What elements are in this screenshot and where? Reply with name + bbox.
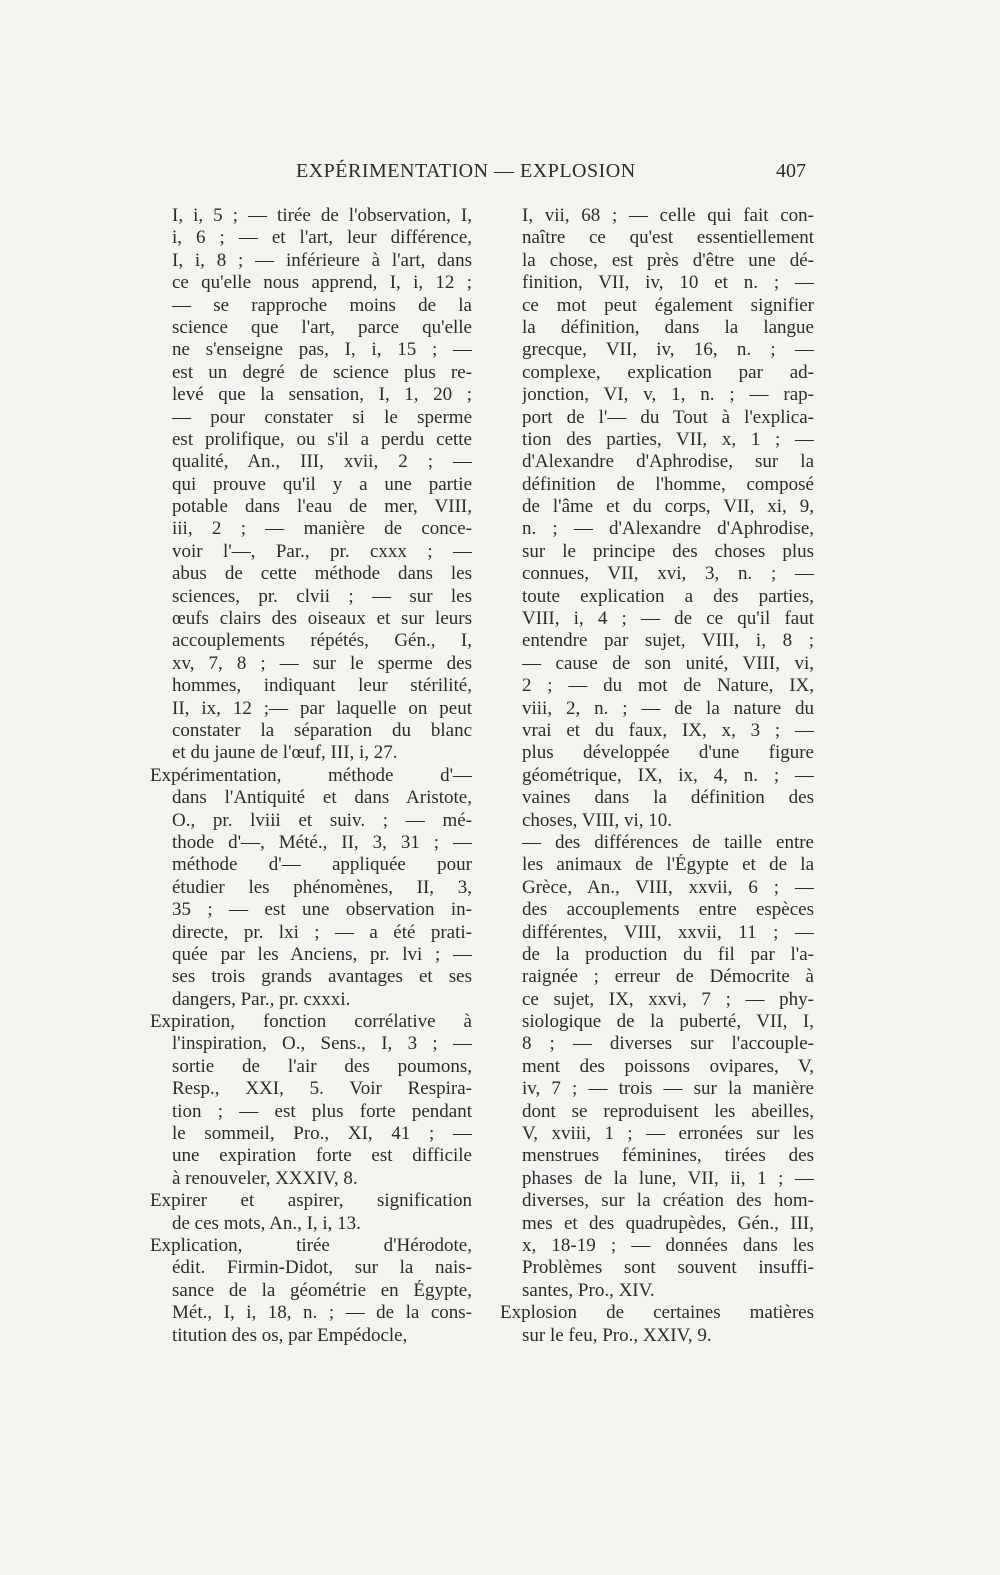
text-line: constater la séparation du blanc bbox=[172, 719, 472, 741]
text-line: ses trois grands avantages et ses bbox=[172, 966, 472, 988]
text-line: 35 ; — est une observation in- bbox=[172, 899, 472, 921]
text-line: la chose, est près d'être une dé- bbox=[522, 249, 814, 271]
text-line: une expiration forte est difficile bbox=[172, 1145, 472, 1167]
text-line: finition, VII, iv, 10 et n. ; — bbox=[522, 272, 814, 294]
text-line: ment des poissons ovipares, V, bbox=[522, 1055, 814, 1077]
text-line: d'Alexandre d'Aphrodise, sur la bbox=[522, 451, 814, 473]
text-line: ce mot peut également signifier bbox=[522, 294, 814, 316]
left-column bbox=[150, 205, 472, 1347]
text-line: dangers, Par., pr. cxxxi. bbox=[172, 988, 351, 1010]
running-header bbox=[0, 160, 1000, 190]
text-line: de ces mots, An., I, i, 13. bbox=[172, 1212, 361, 1234]
text-line: différentes, VIII, xxvii, 11 ; — bbox=[522, 921, 814, 943]
text-line: sur le principe des choses plus bbox=[522, 540, 814, 562]
text-line: dont se reproduisent les abeilles, bbox=[522, 1100, 814, 1122]
text-line: diverses, sur la création des hom- bbox=[522, 1190, 814, 1212]
text-line: Grèce, An., VIII, xxvii, 6 ; — bbox=[522, 876, 814, 898]
text-line: édit. Firmin-Didot, sur la nais- bbox=[172, 1257, 472, 1279]
text-line: I, vii, 68 ; — celle qui fait con- bbox=[522, 205, 814, 226]
text-line: ne s'enseigne pas, I, i, 15 ; — bbox=[172, 339, 472, 361]
page-number: 407 bbox=[776, 160, 806, 182]
text-line: phases de la lune, VII, ii, 1 ; — bbox=[522, 1167, 814, 1189]
text-line: est un degré de science plus re- bbox=[172, 361, 472, 383]
text-line: siologique de la puberté, VII, I, bbox=[522, 1011, 814, 1033]
text-line: vrai et du faux, IX, x, 3 ; — bbox=[522, 719, 814, 741]
text-line: voir l'—, Par., pr. cxxx ; — bbox=[172, 540, 472, 562]
text-line: dans l'Antiquité et dans Aristote, bbox=[172, 787, 472, 809]
text-line: — des différences de taille entre bbox=[522, 831, 814, 853]
text-line: n. ; — d'Alexandre d'Aphrodise, bbox=[522, 518, 814, 540]
text-line: iii, 2 ; — manière de conce- bbox=[172, 518, 472, 540]
text-line: sortie de l'air des poumons, bbox=[172, 1055, 472, 1077]
text-line: V, xviii, 1 ; — erronées sur les bbox=[522, 1123, 814, 1145]
text-line: Resp., XXI, 5. Voir Respira- bbox=[172, 1078, 472, 1100]
text-line: entendre par sujet, VIII, i, 8 ; bbox=[522, 630, 814, 652]
text-line: hommes, indiquant leur stérilité, bbox=[172, 675, 472, 697]
text-line: santes, Pro., XIV. bbox=[522, 1279, 655, 1301]
text-line: I, i, 8 ; — inférieure à l'art, dans bbox=[172, 249, 472, 271]
text-line: connues, VII, xvi, 3, n. ; — bbox=[522, 563, 814, 585]
text-line: les animaux de l'Égypte et de la bbox=[522, 854, 814, 876]
text-line: sance de la géométrie en Égypte, bbox=[172, 1279, 472, 1301]
text-line: port de l'— du Tout à l'explica- bbox=[522, 406, 814, 428]
text-line: choses, VIII, vi, 10. bbox=[522, 809, 673, 831]
text-line: des accouplements entre espèces bbox=[522, 899, 814, 921]
text-line: tion des parties, VII, x, 1 ; — bbox=[522, 428, 814, 450]
text-line: ce sujet, IX, xxvi, 7 ; — phy- bbox=[522, 988, 814, 1010]
text-line: vaines dans la définition des bbox=[522, 787, 814, 809]
text-line: science que l'art, parce qu'elle bbox=[172, 316, 472, 338]
text-line: titution des os, par Empédocle, bbox=[172, 1324, 408, 1346]
text-line: directe, pr. lxi ; — a été prati- bbox=[172, 921, 472, 943]
text-line: à renouveler, XXXIV, 8. bbox=[172, 1167, 358, 1189]
text-line: naître ce qu'est essentiellement bbox=[522, 227, 814, 249]
text-line: Expirer et aspirer, signification bbox=[150, 1190, 472, 1212]
text-line: œufs clairs des oiseaux et sur leurs bbox=[172, 608, 472, 630]
text-line: grecque, VII, iv, 16, n. ; — bbox=[522, 339, 814, 361]
text-line: viii, 2, n. ; — de la nature du bbox=[522, 697, 814, 719]
text-line: — cause de son unité, VIII, vi, bbox=[522, 652, 814, 674]
text-line: tion ; — est plus forte pendant bbox=[172, 1100, 472, 1122]
text-line: x, 18-19 ; — données dans les bbox=[522, 1234, 814, 1256]
text-line: accouplements répétés, Gén., I, bbox=[172, 630, 472, 652]
text-line: Expérimentation, méthode d'— bbox=[150, 764, 472, 786]
text-line: et du jaune de l'œuf, III, i, 27. bbox=[172, 742, 398, 764]
text-line: thode d'—, Mété., II, 3, 31 ; — bbox=[172, 831, 472, 853]
text-line: iv, 7 ; — trois — sur la manière bbox=[522, 1078, 814, 1100]
text-line: de l'âme et du corps, VII, xi, 9, bbox=[522, 496, 814, 518]
text-line: Explosion de certaines matières bbox=[500, 1302, 814, 1324]
text-line: qualité, An., III, xvii, 2 ; — bbox=[172, 451, 472, 473]
text-line: méthode d'— appliquée pour bbox=[172, 854, 472, 876]
text-line: mes et des quadrupèdes, Gén., III, bbox=[522, 1212, 814, 1234]
text-line: étudier les phénomènes, II, 3, bbox=[172, 876, 472, 898]
text-line: Explication, tirée d'Hérodote, bbox=[150, 1234, 472, 1256]
text-line: la définition, dans la langue bbox=[522, 316, 814, 338]
right-column bbox=[500, 205, 814, 1347]
text-line: menstrues féminines, tirées des bbox=[522, 1145, 814, 1167]
text-line: ce qu'elle nous apprend, I, i, 12 ; bbox=[172, 272, 472, 294]
running-title: EXPÉRIMENTATION — EXPLOSION bbox=[296, 160, 636, 182]
text-line: toute explication a des parties, bbox=[522, 585, 814, 607]
text-line: est prolifique, ou s'il a perdu cette bbox=[172, 428, 472, 450]
text-line: abus de cette méthode dans les bbox=[172, 563, 472, 585]
text-line: Expiration, fonction corrélative à bbox=[150, 1011, 472, 1033]
text-line: géométrique, IX, ix, 4, n. ; — bbox=[522, 764, 814, 786]
text-line: II, ix, 12 ;— par laquelle on peut bbox=[172, 697, 472, 719]
text-line: — pour constater si le sperme bbox=[172, 406, 472, 428]
text-line: complexe, explication par ad- bbox=[522, 361, 814, 383]
text-line: définition de l'homme, composé bbox=[522, 473, 814, 495]
text-line: Mét., I, i, 18, n. ; — de la cons- bbox=[172, 1302, 472, 1324]
text-line: le sommeil, Pro., XI, 41 ; — bbox=[172, 1123, 472, 1145]
text-line: 2 ; — du mot de Nature, IX, bbox=[522, 675, 814, 697]
text-line: jonction, VI, v, 1, n. ; — rap- bbox=[522, 384, 814, 406]
text-line: l'inspiration, O., Sens., I, 3 ; — bbox=[172, 1033, 472, 1055]
text-line: de la production du fil par l'a- bbox=[522, 943, 814, 965]
text-line: 8 ; — diverses sur l'accouple- bbox=[522, 1033, 814, 1055]
text-line: i, 6 ; — et l'art, leur différence, bbox=[172, 227, 472, 249]
text-line: I, i, 5 ; — tirée de l'observation, I, bbox=[172, 205, 472, 226]
text-line: plus développée d'une figure bbox=[522, 742, 814, 764]
text-line: levé que la sensation, I, 1, 20 ; bbox=[172, 384, 472, 406]
text-line: quée par les Anciens, pr. lvi ; — bbox=[172, 943, 472, 965]
text-line: xv, 7, 8 ; — sur le sperme des bbox=[172, 652, 472, 674]
text-line: VIII, i, 4 ; — de ce qu'il faut bbox=[522, 608, 814, 630]
text-line: Problèmes sont souvent insuffi- bbox=[522, 1257, 814, 1279]
text-line: — se rapproche moins de la bbox=[172, 294, 472, 316]
text-line: sciences, pr. clvii ; — sur les bbox=[172, 585, 472, 607]
text-line: O., pr. lviii et suiv. ; — mé- bbox=[172, 809, 472, 831]
text-line: sur le feu, Pro., XXIV, 9. bbox=[522, 1324, 712, 1346]
text-line: potable dans l'eau de mer, VIII, bbox=[172, 496, 472, 518]
text-line: qui prouve qu'il y a une partie bbox=[172, 473, 472, 495]
text-line: raignée ; erreur de Démocrite à bbox=[522, 966, 814, 988]
